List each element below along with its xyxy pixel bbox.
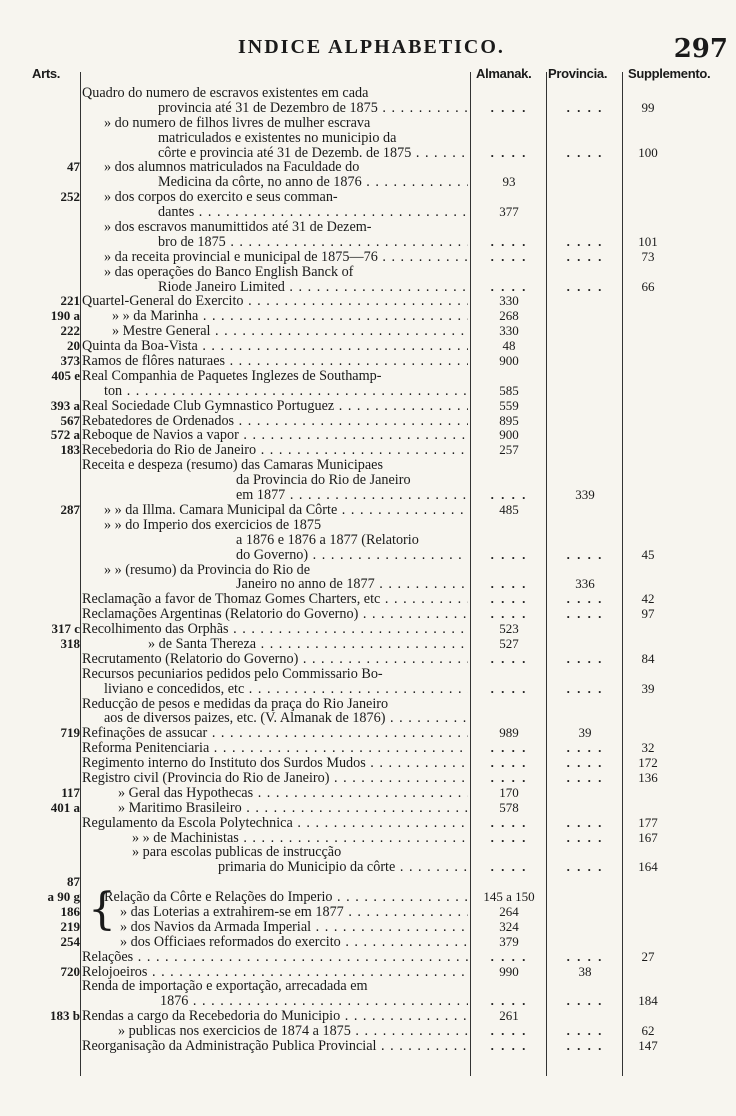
entry-description: » » da Marinha . . . [112,309,468,324]
index-row [0,786,736,801]
index-row [0,488,736,503]
entry-description: Recrutamento (Relatorio do Governo) . . . [82,652,468,667]
supplemento-ref: 99 [641,99,655,115]
index-row [0,831,736,846]
entry-description: » Mestre General . . . [112,324,468,339]
index-row [0,875,736,890]
provincia-ref [548,994,622,1009]
entry-description: Relação da Côrte e Relações do Imperio . . . [104,890,468,905]
index-row [0,950,736,965]
provincia-ref [548,816,622,831]
index-row [0,384,736,399]
index-row [0,979,736,994]
curly-brace-icon: { [88,884,116,935]
provincia-ref [548,548,622,563]
provincia-ref [548,831,622,846]
index-row [0,1039,736,1054]
provincia-ref [548,250,622,265]
index-row [0,235,736,250]
almanak-ref [472,101,546,116]
supplemento-ref: 42 [641,591,655,607]
entry-description: » » do Imperio dos exercicios de 1875 [104,517,322,533]
article-number: 720 [60,963,80,979]
almanak-ref: 900 [499,427,519,443]
almanak-ref [472,280,546,295]
almanak-ref: 578 [499,799,519,815]
provincia-ref [548,652,622,667]
index-row [0,920,736,935]
supplemento-ref: 62 [641,1023,655,1039]
article-number: 117 [61,784,80,800]
almanak-ref: 324 [499,918,519,934]
entry-description: provincia até 31 de Dezembro de 1875 . . . [158,101,468,116]
almanak-ref: 261 [499,1008,519,1024]
column-header-provincia: Provincia. [548,66,608,81]
provincia-ref [548,741,622,756]
entry-description: » para escolas publicas de instrucção [132,845,342,861]
entry-description: Receita e despeza (resumo) das Camaras Municipaes [82,458,383,474]
entry-description: do Governo) . . . [236,548,468,563]
supplemento-ref: 66 [641,278,655,294]
entry-description: » » (resumo) da Provincia do Rio de [104,562,311,578]
almanak-ref: 900 [499,353,519,369]
index-row [0,160,736,175]
supplemento-ref: 177 [638,814,658,830]
page-number: 297 [673,34,728,64]
article-number: 567 [60,412,80,428]
entry-description: Regulamento da Escola Polytechnica . . . [82,816,468,831]
entry-description: » dos escravos manumittidos até 31 de Dezem- [104,220,372,235]
provincia-ref [548,950,622,965]
almanak-ref [472,950,546,965]
index-row [0,503,736,518]
index-row [0,592,736,607]
index-row [0,622,736,637]
almanak-ref: 379 [499,933,519,949]
entry-description: » publicas nos exercicios de 1874 a 1875 . . . [118,1024,468,1039]
almanak-ref: 170 [499,784,519,800]
entry-description: Recebedoria do Rio de Janeiro . . . [82,443,468,458]
entry-description: Reclamações Argentinas (Relatorio do Governo) . . . [82,607,468,622]
almanak-ref: 48 [502,338,516,354]
index-entries [0,86,736,1054]
entry-description: em 1877 . . . [236,488,468,503]
almanak-ref [472,146,546,161]
almanak-ref: 257 [499,442,519,458]
almanak-ref [472,756,546,771]
almanak-ref [472,816,546,831]
almanak-ref: 93 [502,174,516,190]
entry-description: Janeiro no anno de 1877 . . . [236,577,468,592]
provincia-ref: 39 [578,725,592,741]
almanak-ref: 559 [499,397,519,413]
page-header [0,36,736,66]
index-row [0,220,736,235]
index-row [0,324,736,339]
provincia-ref [548,101,622,116]
almanak-ref [472,771,546,786]
almanak-ref [472,831,546,846]
article-number: 401 a [50,799,80,815]
supplemento-ref: 164 [638,859,658,875]
almanak-ref: 989 [499,725,519,741]
provincia-ref [548,1024,622,1039]
index-row [0,369,736,384]
entry-description: Riode Janeiro Limited . . . [158,280,468,295]
almanak-ref [472,1039,546,1054]
index-row [0,860,736,875]
almanak-ref: 485 [499,501,519,517]
index-row [0,548,736,563]
almanak-ref [472,652,546,667]
entry-description: liviano e concedidos, etc . . . [104,682,468,697]
index-row [0,205,736,220]
provincia-ref [548,1039,622,1054]
index-row [0,443,736,458]
index-row [0,697,736,712]
entry-description: a 1876 e 1876 a 1877 (Relatorio [236,532,419,548]
index-row [0,1009,736,1024]
index-row [0,652,736,667]
index-row [0,726,736,741]
index-row [0,265,736,280]
entry-description: » dos corpos do exercito e seus comman- [104,190,338,206]
page-title: INDICE ALPHABETICO. [238,36,505,58]
entry-description: Medicina da côrte, no anno de 1876 . . . [158,175,468,190]
article-number: 572 a [50,427,80,443]
almanak-ref: 330 [499,323,519,339]
entry-description: Reboque de Navios a vapor . . . [82,428,468,443]
entry-description: Reforma Penitenciaria . . . [82,741,468,756]
index-row [0,280,736,295]
index-row [0,935,736,950]
entry-description: Relações . . . [82,950,468,965]
almanak-ref: 377 [499,204,519,220]
index-row [0,339,736,354]
index-row [0,577,736,592]
index-row [0,905,736,920]
supplemento-ref: 73 [641,248,655,264]
provincia-ref [548,592,622,607]
almanak-ref [472,548,546,563]
index-row [0,86,736,101]
almanak-ref [472,577,546,592]
index-row [0,667,736,682]
entry-description: Regimento interno do Instituto dos Surdos Mudos . . . [82,756,468,771]
entry-description: Quadro do numero de escravos existentes em cada [82,86,369,101]
entry-description: Reducção de pesos e medidas da praça do Rio Janeiro [82,696,389,712]
article-number: 719 [60,725,80,741]
index-row [0,101,736,116]
entry-description: Registro civil (Provincia do Rio de Janeiro) . . . [82,771,468,786]
article-number: 318 [60,635,80,651]
entry-description: » » da Illma. Camara Municipal da Côrte . . . [104,503,468,518]
supplemento-ref: 101 [638,233,658,249]
entry-description: » dos alumnos matriculados na Faculdade do [104,160,360,176]
article-number: 183 [60,442,80,458]
index-row [0,771,736,786]
provincia-ref: 339 [575,487,595,503]
supplemento-ref: 100 [638,144,658,160]
provincia-ref [548,607,622,622]
column-header-arts: Arts. [32,66,61,81]
article-number: 221 [60,293,80,309]
entry-description: Recolhimento das Orphãs . . . [82,622,468,637]
index-row [0,146,736,161]
index-row [0,563,736,578]
entry-description: Rendas a cargo da Recebedoria do Municipio . . . [82,1009,468,1024]
supplemento-ref: 184 [638,993,658,1009]
almanak-ref: 527 [499,635,519,651]
index-row [0,131,736,146]
almanak-ref: 990 [499,963,519,979]
almanak-ref [472,1024,546,1039]
index-row [0,309,736,324]
entry-description: Ramos de flôres naturaes . . . [82,354,468,369]
index-row [0,116,736,131]
entry-description: aos de diversos paizes, etc. (V. Almanak de 1876) . . . [104,711,468,726]
provincia-ref [548,280,622,295]
index-row [0,250,736,265]
index-row [0,607,736,622]
provincia-ref [548,771,622,786]
entry-description: matriculados e existentes no municipio da [158,130,397,146]
article-number: 186 [60,903,80,919]
entry-description: Quartel-General do Exercito . . . [82,294,468,309]
entry-description: Recursos pecuniarios pedidos pelo Commissario Bo- [82,666,383,682]
almanak-ref: 268 [499,308,519,324]
index-row [0,890,736,905]
entry-description: » Geral das Hypothecas . . . [118,786,468,801]
supplemento-ref: 84 [641,650,655,666]
almanak-ref [472,741,546,756]
almanak-ref: 895 [499,412,519,428]
index-row [0,533,736,548]
entry-description: » » de Machinistas . . . [132,831,468,846]
entry-description: primaria do Municipio da côrte . . . [218,860,468,875]
index-row [0,354,736,369]
supplemento-ref: 136 [638,769,658,785]
entry-description: Real Companhia de Paquetes Inglezes de Southamp- [82,368,382,384]
entry-description: Relojoeiros . . . [82,965,468,980]
provincia-ref [548,860,622,875]
almanak-ref: 145 a 150 [483,889,535,905]
entry-description: » Maritimo Brasileiro . . . [118,801,468,816]
index-row [0,190,736,205]
index-row [0,682,736,697]
almanak-ref: 330 [499,293,519,309]
provincia-ref: 38 [578,963,592,979]
supplemento-ref: 27 [641,948,655,964]
entry-description: Quinta da Boa-Vista . . . [82,339,468,354]
supplemento-ref: 39 [641,680,655,696]
article-number: 47 [67,159,80,175]
index-row [0,473,736,488]
supplemento-ref: 45 [641,546,655,562]
entry-description: Rebatedores de Ordenados . . . [82,414,468,429]
article-number: 219 [60,918,80,934]
entry-description: » da receita provincial e municipal de 1875—76 . . . [104,250,468,265]
provincia-ref [548,235,622,250]
index-row [0,994,736,1009]
supplemento-ref: 32 [641,740,655,756]
index-row [0,458,736,473]
entry-description: Real Sociedade Club Gymnastico Portuguez . . . [82,399,468,414]
supplemento-ref: 167 [638,829,658,845]
almanak-ref [472,488,546,503]
entry-description: » dos Officiaes reformados do exercito . . . [120,935,468,950]
almanak-ref [472,250,546,265]
entry-description: Renda de importação e exportação, arrecadada em [82,979,368,995]
index-row [0,965,736,980]
index-row [0,741,736,756]
entry-description: bro de 1875 . . . [158,235,468,250]
almanak-ref [472,860,546,875]
entry-description: Reclamação a favor de Thomaz Gomes Charters, etc . . . [82,592,468,607]
article-number: 222 [60,323,80,339]
almanak-ref [472,592,546,607]
index-row [0,428,736,443]
article-number: 317 c [51,621,80,637]
entry-description: 1876 . . . [160,994,468,1009]
column-header-almanak: Almanak. [476,66,532,81]
article-number: 183 b [50,1008,80,1024]
article-number: 20 [67,338,80,354]
almanak-ref: 523 [499,621,519,637]
entry-description: côrte e provincia até 31 de Dezemb. de 1875 . . . [158,146,468,161]
index-row [0,816,736,831]
index-row [0,518,736,533]
index-row [0,637,736,652]
entry-description: » dos Navios da Armada Imperial . . . [120,920,468,935]
almanak-ref [472,994,546,1009]
index-row [0,845,736,860]
provincia-ref: 336 [575,576,595,592]
entry-description: » de Santa Thereza . . . [148,637,468,652]
almanak-ref: 264 [499,903,519,919]
article-number: 254 [60,933,80,949]
article-number: 405 e [51,367,80,383]
provincia-ref [548,146,622,161]
article-number: 190 a [50,308,80,324]
article-number: 252 [60,189,80,205]
supplemento-ref: 172 [638,755,658,771]
entry-description: » do numero de filhos livres de mulher escrava [104,115,371,131]
index-row [0,1024,736,1039]
index-row [0,399,736,414]
index-row [0,175,736,190]
entry-description: ton . . . [104,384,468,399]
index-row [0,756,736,771]
index-row [0,801,736,816]
index-row [0,711,736,726]
entry-description: » das operações do Banco English Banck of [104,264,354,280]
index-row [0,294,736,309]
entry-description: da Provincia do Rio de Janeiro [236,473,411,489]
supplemento-ref: 147 [638,1038,658,1053]
provincia-ref [548,682,622,697]
provincia-ref [548,756,622,771]
almanak-ref [472,607,546,622]
entry-description: Reorganisação da Administração Publica Provincial . . . [82,1039,468,1054]
almanak-ref [472,682,546,697]
column-header-supplemento: Supplemento. [628,66,711,81]
article-number: 373 [60,353,80,369]
almanak-ref [472,235,546,250]
article-number: 287 [60,501,80,517]
entry-description: dantes . . . [158,205,468,220]
article-number: 87 [67,874,80,890]
index-row [0,414,736,429]
article-number: a 90 g [47,889,80,905]
almanak-ref: 585 [499,382,519,398]
article-number: 393 a [50,397,80,413]
supplemento-ref: 97 [641,606,655,622]
entry-description: Refinações de assucar . . . [82,726,468,741]
entry-description: » das Loterias a extrahirem-se em 1877 . . . [120,905,468,920]
